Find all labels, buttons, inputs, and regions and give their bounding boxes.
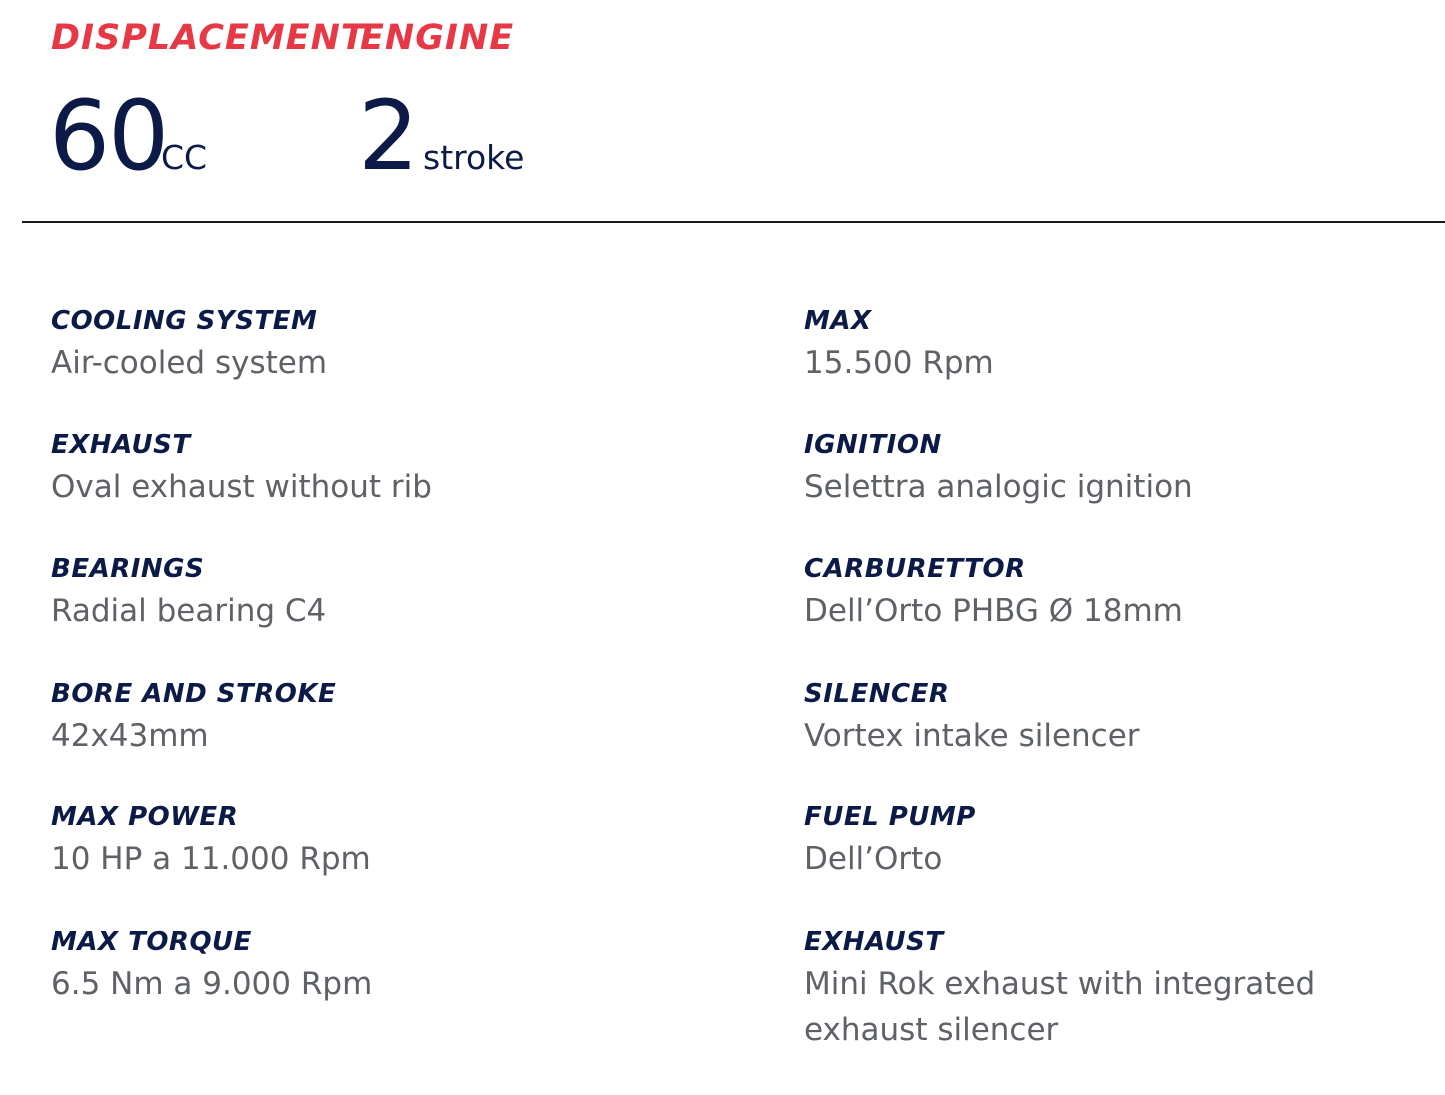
spec-label-exhaust-right: EXHAUST <box>804 927 944 957</box>
spec-value-silencer: Vortex intake silencer <box>804 718 1140 754</box>
engine-label: ENGINE <box>360 18 515 58</box>
spec-value-exhaust: Oval exhaust without rib <box>51 469 432 505</box>
spec-label-silencer: SILENCER <box>804 679 950 709</box>
spec-label-carburettor: CARBURETTOR <box>804 554 1026 584</box>
spec-value-carburettor: Dell’Orto PHBG Ø 18mm <box>804 593 1183 629</box>
displacement-label: DISPLACEMENT <box>51 18 366 58</box>
engine-value: 2 <box>358 80 418 192</box>
spec-value-max-torque: 6.5 Nm a 9.000 Rpm <box>51 966 373 1002</box>
spec-label-max: MAX <box>804 306 872 336</box>
spec-value-cooling-system: Air-cooled system <box>51 345 328 381</box>
displacement-unit: CC <box>161 138 208 177</box>
spec-value-max: 15.500 Rpm <box>804 345 994 381</box>
spec-label-bearings: BEARINGS <box>51 554 205 584</box>
spec-label-bore-and-stroke: BORE AND STROKE <box>51 679 337 709</box>
spec-label-fuel-pump: FUEL PUMP <box>804 802 976 832</box>
spec-label-exhaust: EXHAUST <box>51 430 191 460</box>
spec-label-cooling-system: COOLING SYSTEM <box>51 306 318 336</box>
spec-value-fuel-pump: Dell’Orto <box>804 841 943 877</box>
spec-value-exhaust-right: Mini Rok exhaust with integrated exhaust silencer <box>804 966 1316 1048</box>
spec-value-bearings: Radial bearing C4 <box>51 593 327 629</box>
engine-unit: stroke <box>423 138 525 177</box>
spec-label-ignition: IGNITION <box>804 430 942 460</box>
spec-value-bore-and-stroke: 42x43mm <box>51 718 209 754</box>
section-divider <box>22 221 1445 223</box>
spec-label-max-torque: MAX TORQUE <box>51 927 252 957</box>
spec-value-ignition: Selettra analogic ignition <box>804 469 1193 505</box>
spec-label-max-power: MAX POWER <box>51 802 239 832</box>
displacement-value: 60 <box>49 80 168 192</box>
spec-value-max-power: 10 HP a 11.000 Rpm <box>51 841 371 877</box>
